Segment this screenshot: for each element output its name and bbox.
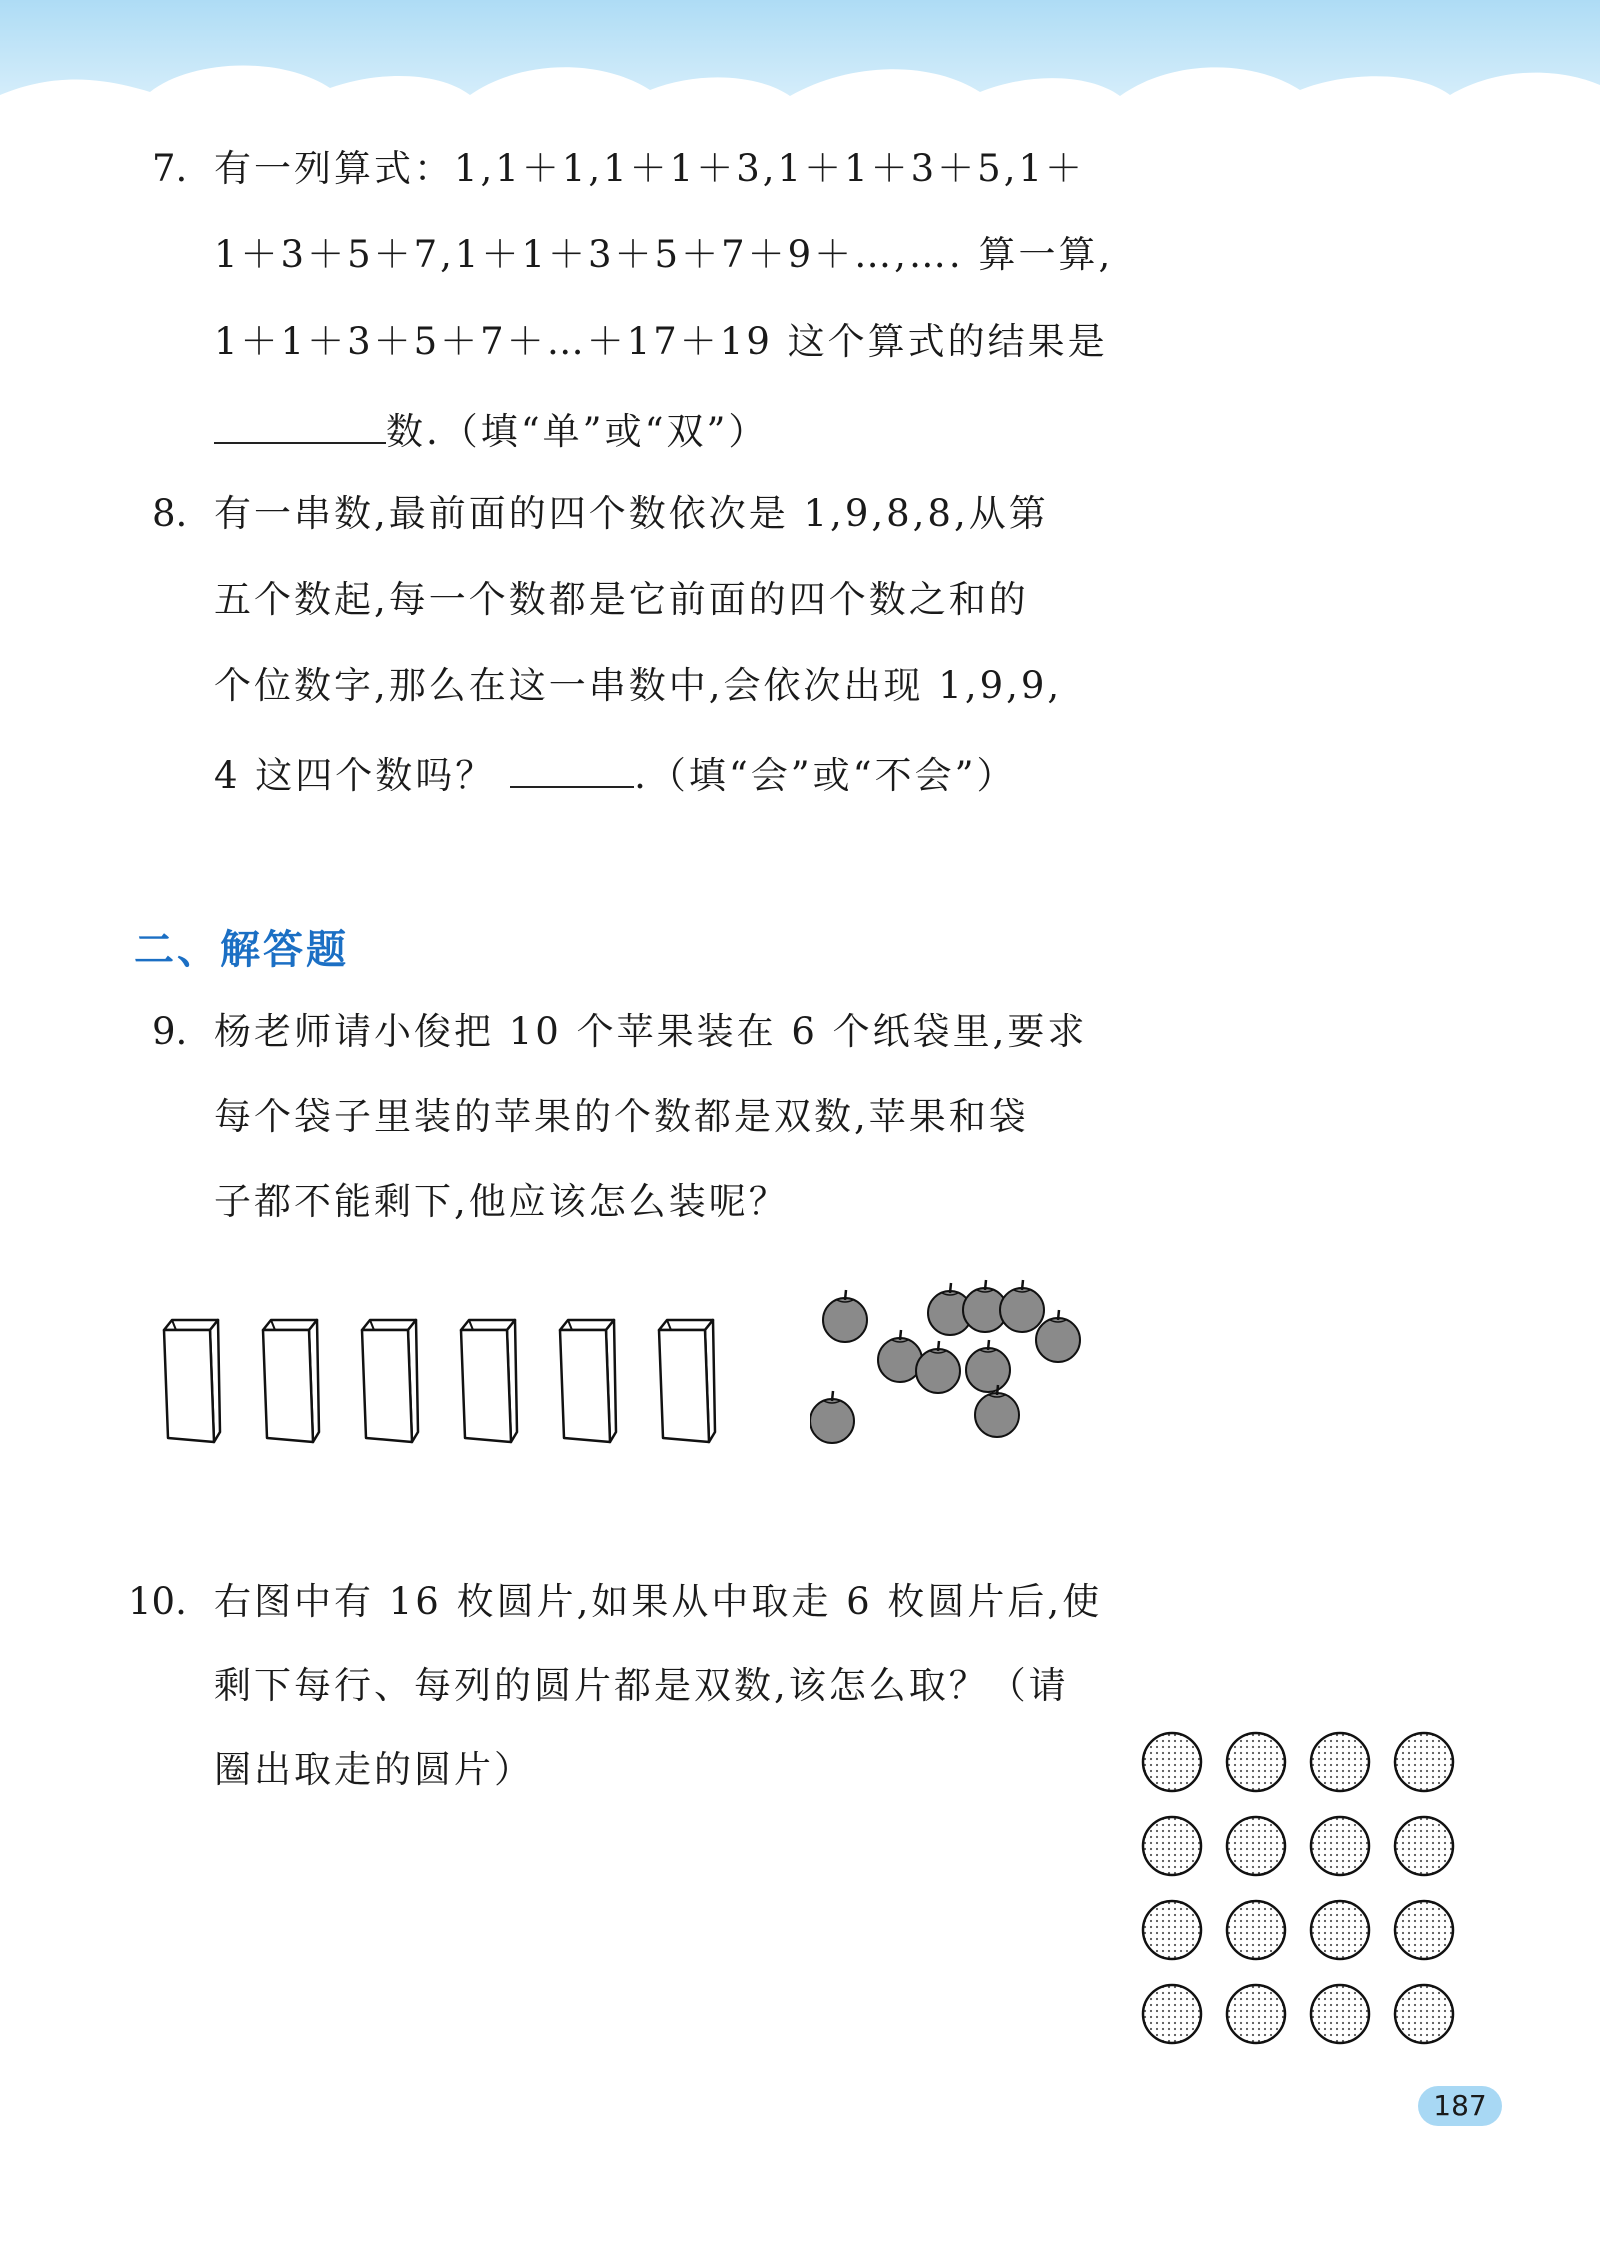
apple-icon [1000,1280,1044,1332]
paper-bags-figure [150,1300,730,1450]
apple-icon [975,1385,1019,1437]
apple-icon [966,1340,1010,1392]
disc[interactable] [1311,1733,1369,1791]
q8-answer-line [214,746,1017,802]
disc[interactable] [1311,1985,1369,2043]
apple-icon [823,1290,867,1342]
q10-line-1: 右图中有 16 枚圆片,如果从中取走 6 枚圆片后,使 [214,1580,1103,1623]
q8-line-1: 有一串数,最前面的四个数依次是 1,9,8,8,从第 [214,492,1049,535]
paper-bag-icon [263,1320,319,1442]
q7-answer-hint: 数.（填“单”或“双”） [386,410,769,453]
disc[interactable] [1143,1733,1201,1791]
apples-figure [810,1275,1160,1455]
paper-bag-icon [461,1320,517,1442]
q9-number: 9. [152,1010,188,1053]
q8-question-end: 4 这四个数吗？ [214,754,496,797]
q9-line-2: 每个袋子里装的苹果的个数都是双数,苹果和袋 [214,1095,1029,1138]
paper-bag-icon [362,1320,418,1442]
disc[interactable] [1227,1817,1285,1875]
q9-line-1: 杨老师请小俊把 10 个苹果装在 6 个纸袋里,要求 [214,1010,1088,1053]
disc-grid-figure [1130,1720,1470,2060]
disc[interactable] [1143,1985,1201,2043]
q10-number: 10. [128,1580,187,1623]
disc[interactable] [1227,1985,1285,2043]
q7-line-3: 1＋1＋3＋5＋7＋…＋17＋19 这个算式的结果是 [214,320,1108,363]
q10-line-2: 剩下每行、每列的圆片都是双数,该怎么取？（请 [214,1664,1069,1707]
disc[interactable] [1395,1733,1453,1791]
paper-bag-icon [560,1320,616,1442]
apple-icon [916,1341,960,1393]
q7-line-2: 1＋3＋5＋7,1＋1＋3＋5＋7＋9＋…,…. 算一算, [214,233,1114,276]
paper-bag-icon [659,1320,715,1442]
disc[interactable] [1395,1901,1453,1959]
disc[interactable] [1395,1817,1453,1875]
q7-line-1: 有一列算式：1,1＋1,1＋1＋3,1＋1＋3＋5,1＋ [214,147,1085,190]
q8-answer-blank[interactable] [510,746,634,788]
apple-icon [810,1391,854,1443]
q7-answer-blank[interactable] [214,402,386,444]
q9-line-3: 子都不能剩下,他应该怎么装呢？ [214,1180,789,1223]
header-sky-decoration [0,0,1600,140]
q10-line-3: 圈出取走的圆片） [214,1748,534,1791]
disc[interactable] [1395,1985,1453,2043]
page-number-badge: 187 [1418,2086,1502,2126]
section-heading: 二、解答题 [134,927,349,973]
disc[interactable] [1143,1901,1201,1959]
disc[interactable] [1227,1901,1285,1959]
q8-answer-hint: .（填“会”或“不会”） [634,754,1017,797]
disc[interactable] [1311,1817,1369,1875]
paper-bag-icon [164,1320,220,1442]
q7-number: 7. [152,147,188,190]
q7-answer-line [214,402,768,458]
q8-line-3: 个位数字,那么在这一串数中,会依次出现 1,9,9, [214,664,1063,707]
q8-number: 8. [152,492,188,535]
disc[interactable] [1143,1817,1201,1875]
disc[interactable] [1227,1733,1285,1791]
q8-line-2: 五个数起,每一个数都是它前面的四个数之和的 [214,578,1029,621]
disc[interactable] [1311,1901,1369,1959]
